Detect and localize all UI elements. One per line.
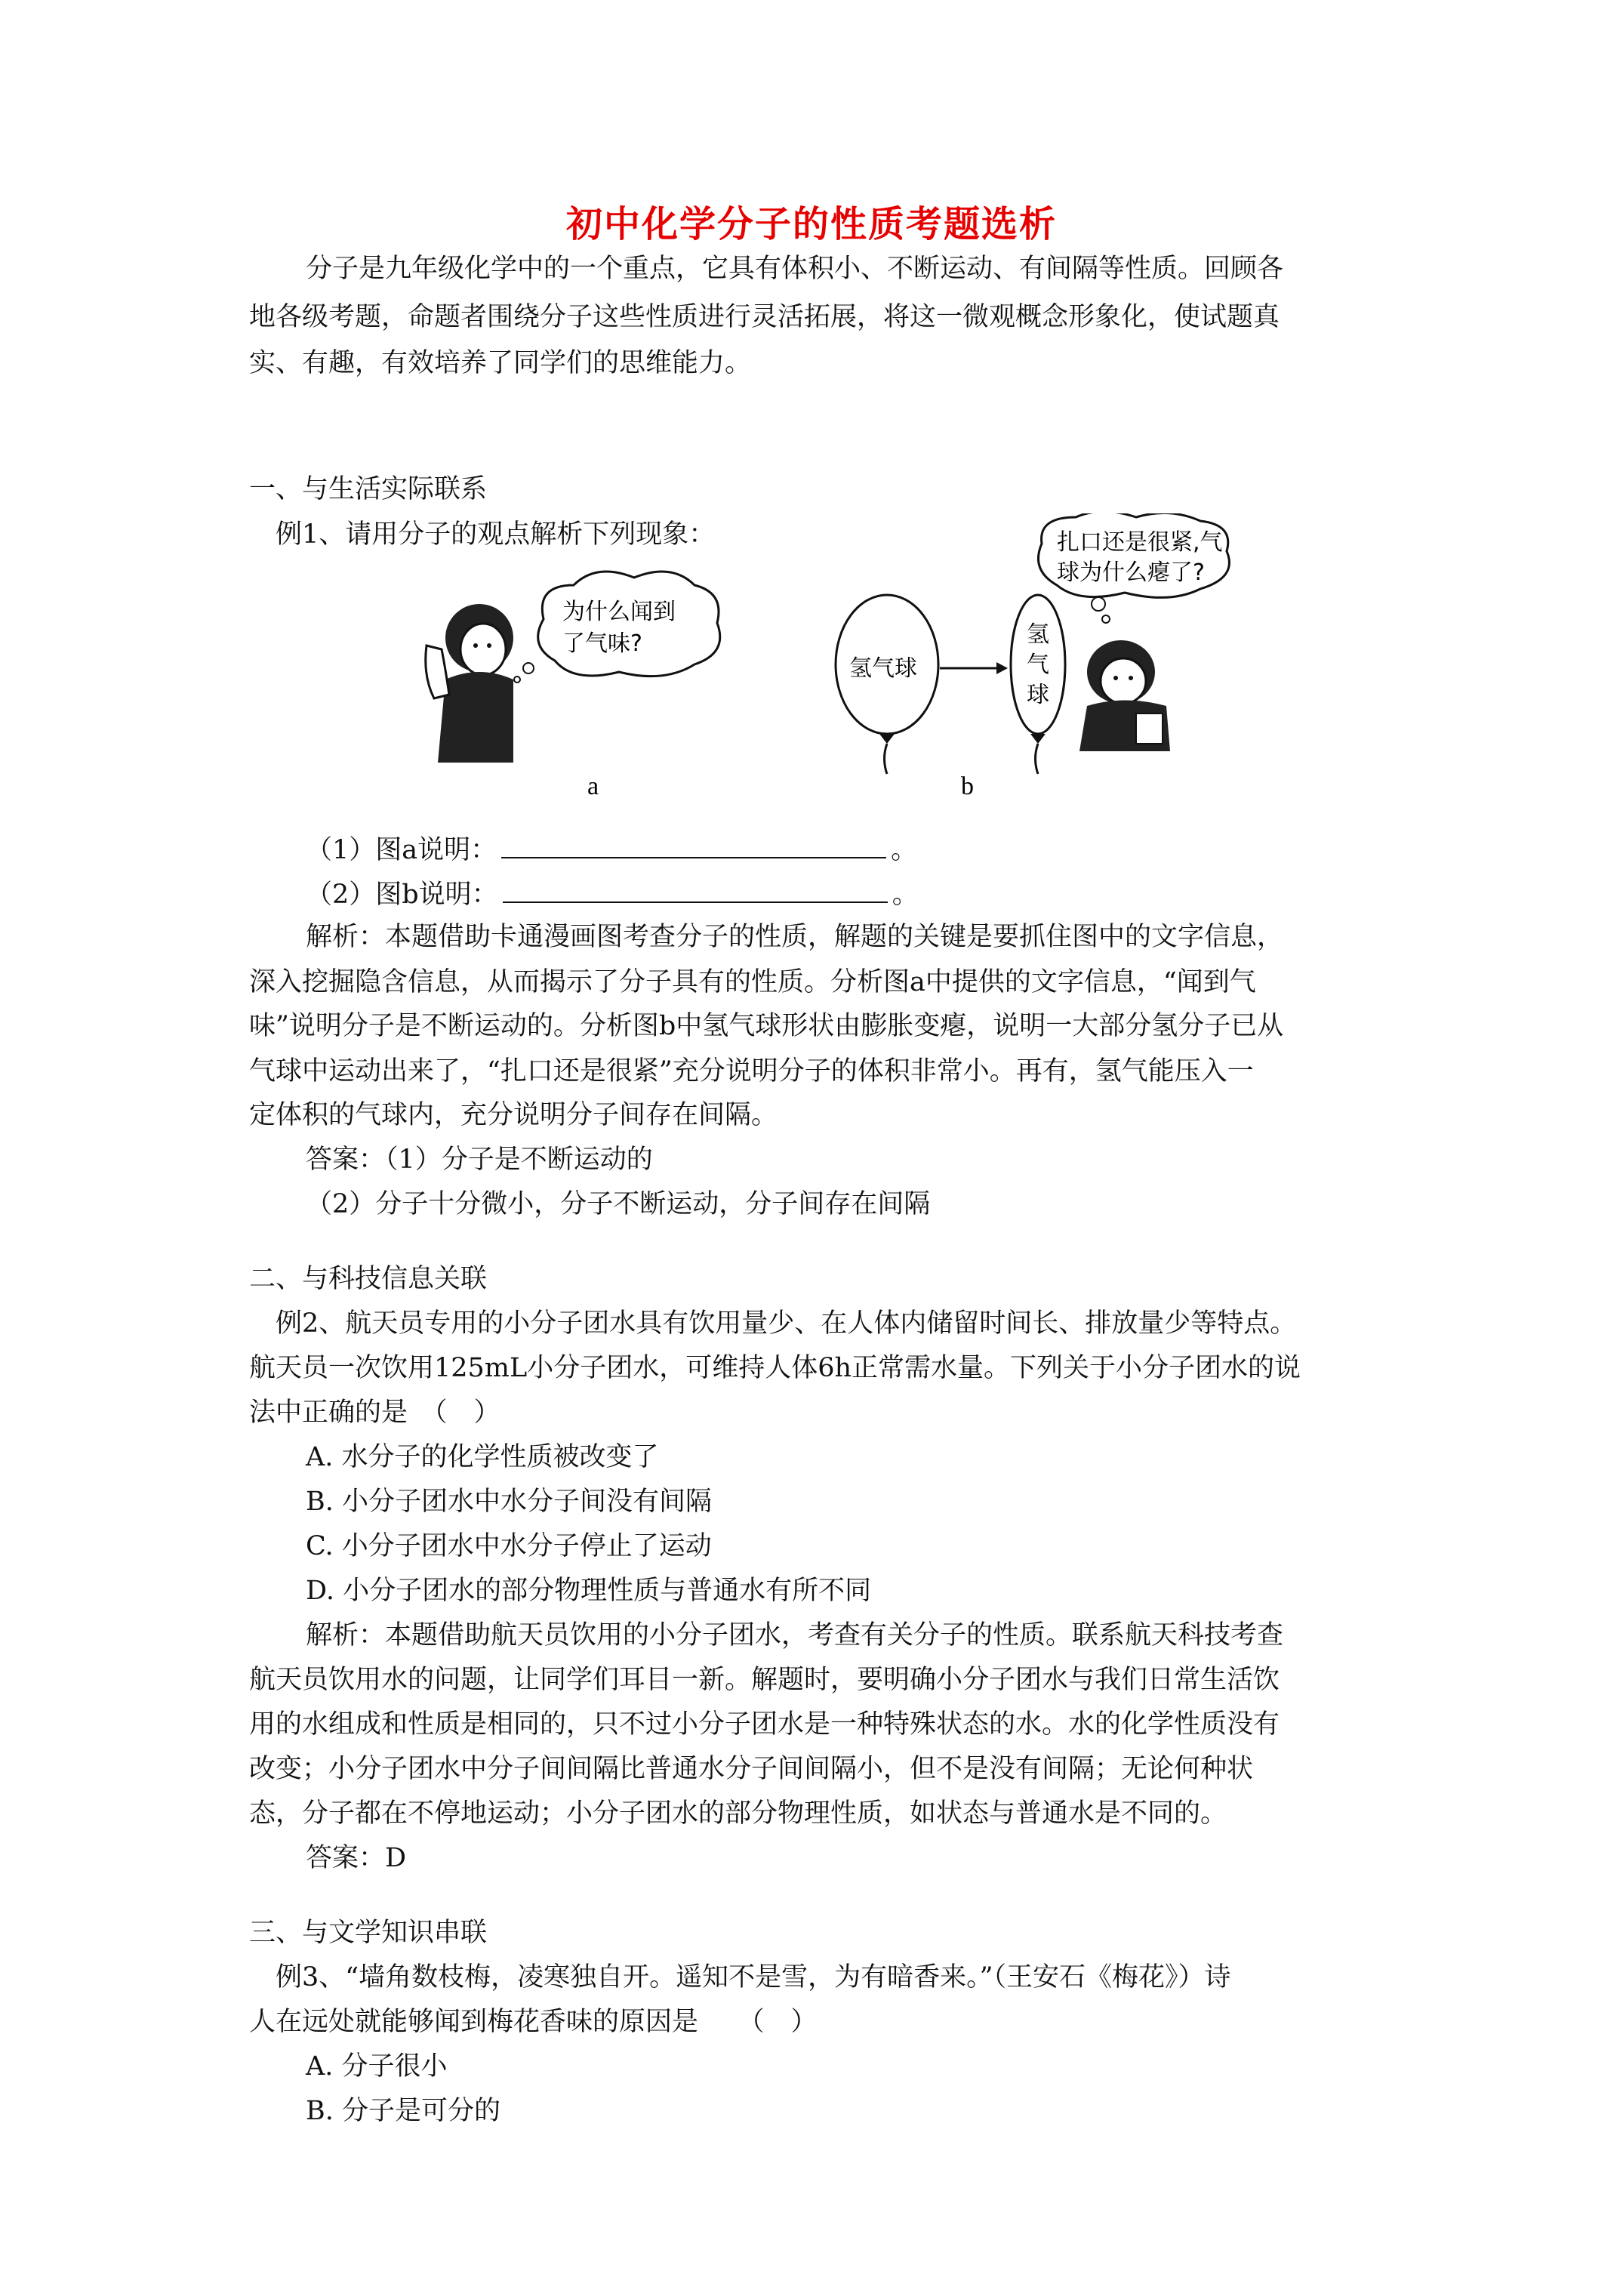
intro-line-2: 地各级考题，命题者围绕分子这些性质进行灵活拓展，将这一微观概念形象化，使试题真 — [249, 302, 1280, 332]
answer1-line-2: （2）分子十分微小，分子不断运动，分子间存在间隔 — [306, 1189, 931, 1219]
bubble-b-line-1: 扎口还是很紧,气 — [1057, 529, 1223, 556]
analysis2-line-3: 用的水组成和性质是相同的，只不过小分子团水是一种特殊状态的水。水的化学性质没有 — [249, 1709, 1280, 1740]
bubble-a-line-1: 为什么闻到 — [562, 599, 676, 625]
q2-answer-blank[interactable] — [503, 876, 888, 903]
small-balloon — [1011, 595, 1065, 774]
q1-line — [306, 831, 917, 867]
intro-line-1: 分子是九年级化学中的一个重点，它具有体积小、不断运动、有间隔等性质。回顾各 — [306, 254, 1284, 284]
analysis1-line-2: 深入挖掘隐含信息，从而揭示了分子具有的性质。分析图a中提供的文字信息，“闻到气 — [249, 967, 1256, 997]
big-balloon — [836, 595, 938, 774]
analysis2-line-1: 解析：本题借助航天员饮用的小分子团水，考查有关分子的性质。联系航天科技考查 — [306, 1620, 1284, 1650]
analysis1-line-5: 定体积的气球内，充分说明分子间存在间隔。 — [249, 1100, 778, 1130]
example3-option-b: B. 分子是可分的 — [306, 2096, 500, 2126]
q2-label: （2）图b说明： — [306, 880, 498, 910]
thought-bubble-a — [514, 572, 720, 683]
arrow-icon — [940, 662, 1008, 674]
thought-bubble-b — [1039, 513, 1230, 623]
example2-option-d: D. 小分子团水的部分物理性质与普通水有所不同 — [306, 1576, 872, 1606]
small-balloon-label-2: 气 — [1027, 652, 1049, 678]
analysis2-line-5: 态，分子都在不停地运动；小分子团水的部分物理性质，如状态与普通水是不同的。 — [249, 1798, 1227, 1829]
example2-line-1: 例2、航天员专用的小分子团水具有饮用量少、在人体内储留时间长、排放量少等特点。 — [276, 1308, 1297, 1339]
answer1-line-1: 答案：（1）分子是不断运动的 — [306, 1145, 653, 1175]
section1-heading: 一、与生活实际联系 — [249, 474, 488, 504]
q1-end: 。 — [891, 835, 918, 865]
analysis1-line-1: 解析：本题借助卡通漫画图考查分子的性质，解题的关键是要抓住图中的文字信息， — [306, 922, 1284, 952]
analysis1-line-4: 气球中运动出来了，“扎口还是很紧”充分说明分子的体积非常小。再有，氢气能压入一 — [249, 1056, 1254, 1086]
example3-line-2: 人在远处就能够闻到梅花香味的原因是 （ ） — [249, 2007, 818, 2037]
bubble-a-line-2: 了气味? — [562, 630, 642, 657]
answer2: 答案：D — [306, 1843, 407, 1873]
q2-end: 。 — [892, 880, 919, 910]
example2-line-3: 法中正确的是 （ ） — [249, 1398, 500, 1428]
page-title: 初中化学分子的性质考题选析 — [565, 203, 1057, 245]
example2-option-c: C. 小分子团水中水分子停止了运动 — [306, 1531, 712, 1561]
analysis2-line-2: 航天员饮用水的问题，让同学们耳目一新。解题时，要明确小分子团水与我们日常生活饮 — [249, 1665, 1280, 1695]
section2-heading: 二、与科技信息关联 — [249, 1264, 488, 1294]
q1-answer-blank[interactable] — [501, 831, 886, 858]
caption-b: b — [961, 772, 974, 800]
example3-option-a: A. 分子很小 — [306, 2051, 448, 2082]
example1-question: 例1、请用分子的观点解析下列现象： — [276, 519, 716, 550]
example2-option-a: A. 水分子的化学性质被改变了 — [306, 1442, 659, 1472]
q2-line — [306, 876, 919, 911]
small-balloon-label-1: 氢 — [1027, 621, 1049, 648]
cartoon-figure — [393, 513, 1276, 800]
girl-figure-b — [1079, 640, 1170, 751]
intro-line-3: 实、有趣，有效培养了同学们的思维能力。 — [249, 348, 752, 378]
big-balloon-label: 氢气球 — [849, 655, 917, 682]
q1-label: （1）图a说明： — [306, 835, 497, 865]
example2-line-2: 航天员一次饮用125mL小分子团水，可维持人体6h正常需水量。下列关于小分子团水的说 — [249, 1353, 1301, 1383]
caption-a: a — [587, 772, 599, 800]
example3-line-1: 例3、“墙角数枝梅，凌寒独自开。遥知不是雪，为有暗香来。”（王安石《梅花》）诗 — [276, 1962, 1231, 1992]
small-balloon-label-3: 球 — [1027, 682, 1049, 708]
boy-figure-a — [426, 604, 513, 763]
analysis2-line-4: 改变；小分子团水中分子间间隔比普通水分子间间隔小，但不是没有间隔；无论何种状 — [249, 1754, 1254, 1784]
example2-option-b: B. 小分子团水中水分子间没有间隔 — [306, 1487, 712, 1517]
section3-heading: 三、与文学知识串联 — [249, 1918, 488, 1948]
bubble-b-line-2: 球为什么瘪了? — [1057, 559, 1205, 586]
analysis1-line-3: 味”说明分子是不断运动的。分析图b中氢气球形状由膨胀变瘪，说明一大部分氢分子已从 — [249, 1011, 1284, 1041]
